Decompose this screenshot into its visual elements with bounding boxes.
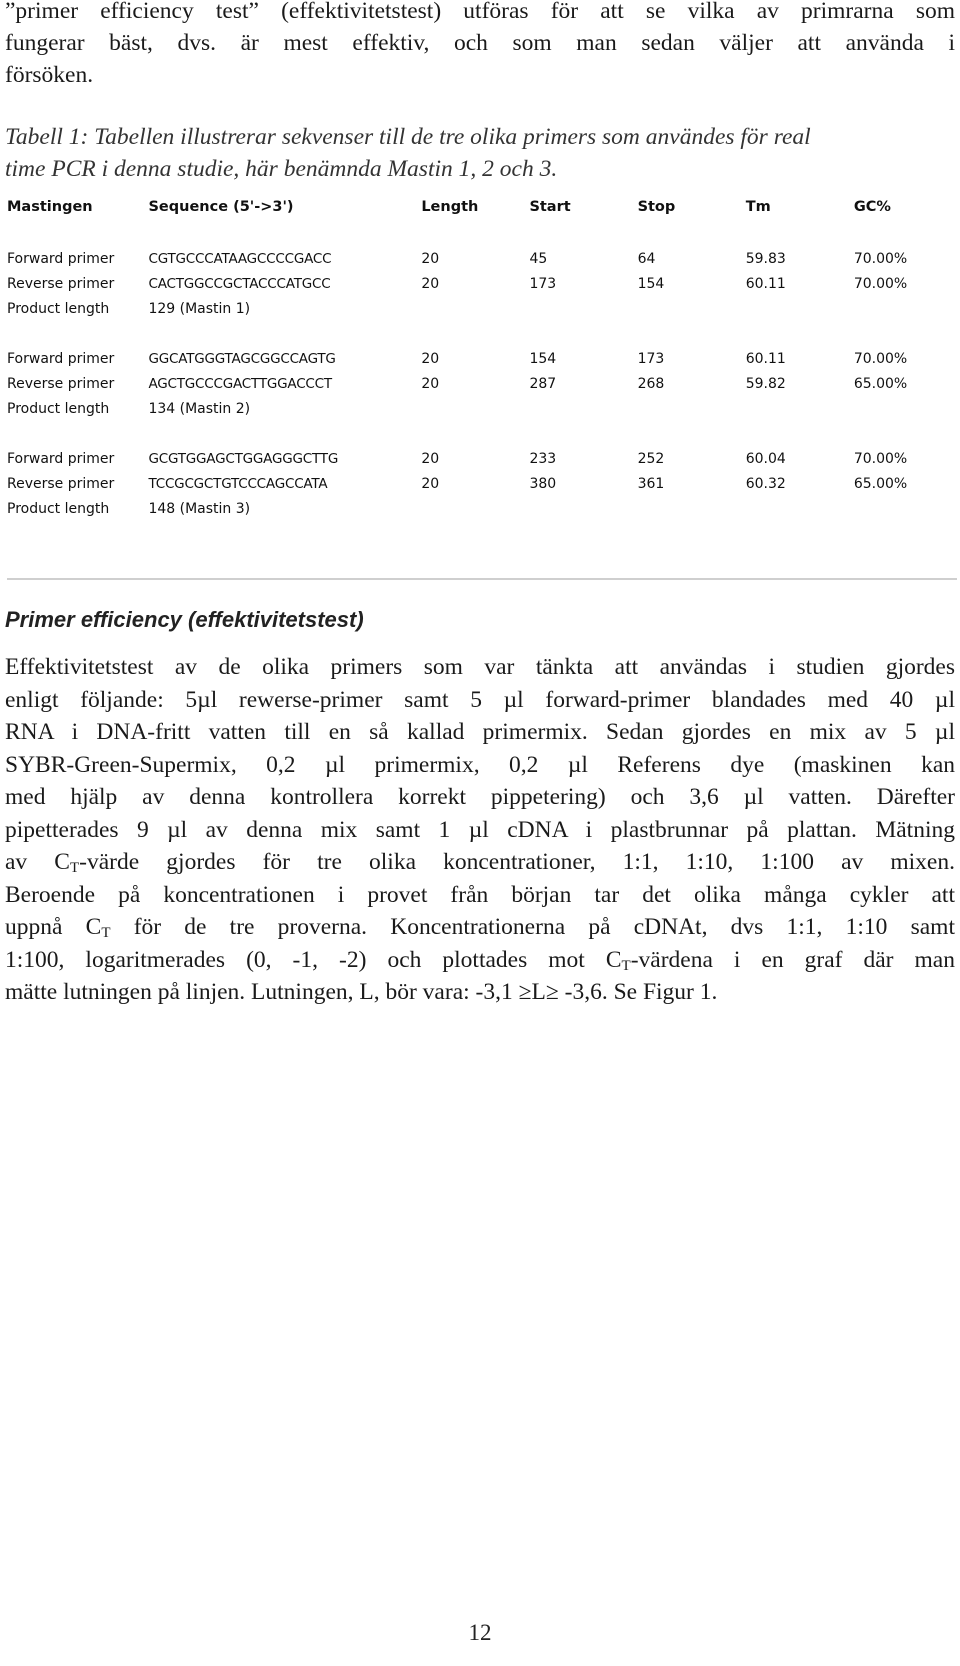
tm-cell: 60.32 [745,475,786,492]
body-text-segment: av C [5,849,70,875]
body-text-segment: uppnå C [5,914,102,940]
body-line [5,846,955,879]
tm-cell: 60.11 [745,275,786,292]
length-cell: 20 [421,350,440,367]
subscript-t: T [69,860,80,876]
body-text-segment: för de tre proverna. Koncentrationerna på cDNAt, dvs 1:1, 1:10 samt [110,914,955,940]
header-length: Length [421,199,479,215]
header-sequence: Sequence (5'->3') [148,199,294,215]
header-gc: GC% [853,199,891,215]
table-header-row [7,193,960,221]
product-length-cell: 148 (Mastin 3) [148,500,251,517]
gc-cell: 65.00% [853,475,908,492]
body-text-segment: -värde gjordes för tre olika koncentrationer, 1:1, 1:10, 1:100 av mixen. [79,849,955,875]
table-spacer [7,421,960,446]
sequence-cell: TCCGCGCTGTCCCAGCCATA [148,475,328,492]
table-spacer [7,321,960,346]
table-row [7,246,960,271]
intro-paragraph [5,0,955,91]
table-bottom-divider [7,578,957,580]
body-text-segment: -värdena i en graf där man [630,946,955,973]
tm-cell: 59.83 [745,250,786,267]
row-label: Product length [7,500,110,517]
table-row [7,296,960,321]
row-label: Product length [7,300,110,317]
length-cell: 20 [421,250,440,267]
row-label: Forward primer [7,350,115,367]
tm-cell: 59.82 [745,375,786,392]
body-line: Effektivitetstest av de olika primers som var tänkta att användas i studien gjordes [5,654,955,680]
start-cell: 173 [529,275,557,292]
subscript-t: T [621,957,631,974]
gc-cell: 70.00% [853,250,908,267]
primer-table [7,193,960,521]
start-cell: 380 [529,475,557,492]
intro-line: fungerar bäst, dvs. är mest effektiv, och som man sedan väljer att använda i [5,30,955,56]
product-length-cell: 134 (Mastin 2) [148,400,251,417]
row-label: Reverse primer [7,375,115,392]
header-start: Start [529,199,571,215]
stop-cell: 268 [637,375,665,392]
row-label: Forward primer [7,450,115,467]
body-line: med hjälp av denna kontrollera korrekt pippetering) och 3,6 µl vatten. Därefter [5,784,955,810]
stop-cell: 64 [637,250,656,267]
body-line: Beroende på koncentrationen i provet från början tar det olika många cykler att [5,881,955,908]
body-line [5,911,955,944]
body-line: mätte lutningen på linjen. Lutningen, L, bör vara: -3,1 ≥L≥ -3,6. Se Figur 1. [5,979,718,1005]
caption-line: Tabell 1: Tabellen illustrerar sekvenser till de tre olika primers som användes för real [5,124,811,150]
body-line: SYBR-Green-Supermix, 0,2 µl primermix, 0,2 µl Referens dye (maskinen kan [5,751,955,778]
body-paragraph [5,651,955,1009]
length-cell: 20 [421,450,440,467]
gc-cell: 70.00% [853,350,908,367]
body-line: RNA i DNA-fritt vatten till en så kallad primermix. Sedan gjordes en mix av 5 µl [5,719,955,745]
row-label: Reverse primer [7,475,115,492]
tm-cell: 60.11 [745,350,786,367]
table-row [7,346,960,371]
page-number: 12 [468,1620,492,1645]
table-row [7,271,960,296]
header-stop: Stop [637,199,676,215]
body-text-segment: 1:100, logaritmerades (0, -1, -2) och plottades mot C [5,946,622,973]
start-cell: 287 [529,375,557,392]
gc-cell: 70.00% [853,450,908,467]
sequence-cell: GGCATGGGTAGCGGCCAGTG [148,350,336,367]
gc-cell: 70.00% [853,275,908,292]
row-label: Forward primer [7,250,115,267]
sequence-cell: CACTGGCCGCTACCCATGCC [148,275,331,292]
section-heading: Primer efficiency (effektivitetstest) [5,607,364,632]
subscript-t: T [101,925,111,941]
stop-cell: 173 [637,350,665,367]
stop-cell: 154 [637,275,665,292]
product-length-cell: 129 (Mastin 1) [148,300,251,317]
body-line [5,944,955,977]
length-cell: 20 [421,375,440,392]
header-mastingen: Mastingen [7,199,93,215]
intro-line: försöken. [5,62,94,88]
table-caption [5,121,955,185]
sequence-cell: CGTGCCCATAAGCCCCGACC [148,250,332,267]
tm-cell: 60.04 [745,450,786,467]
primer-table-image [7,193,960,585]
length-cell: 20 [421,475,440,492]
stop-cell: 252 [637,450,665,467]
table-row [7,446,960,471]
body-line: pipetterades 9 µl av denna mix samt 1 µl cDNA i plastbrunnar på plattan. Mätning [5,816,955,843]
body-line: enligt följande: 5µl rewerse-primer samt 5 µl forward-primer blandades med 40 µl [5,686,955,713]
length-cell: 20 [421,275,440,292]
stop-cell: 361 [637,475,665,492]
row-label: Reverse primer [7,275,115,292]
header-tm: Tm [745,199,771,215]
gc-cell: 65.00% [853,375,908,392]
caption-line: time PCR i denna studie, här benämnda Mastin 1, 2 och 3. [5,156,558,182]
start-cell: 154 [529,350,557,367]
table-spacer [7,221,960,246]
sequence-cell: AGCTGCCCGACTTGGACCCT [148,375,332,392]
start-cell: 233 [529,450,557,467]
table-row [7,471,960,496]
table-row [7,371,960,396]
row-label: Product length [7,400,110,417]
sequence-cell: GCGTGGAGCTGGAGGGCTTG [148,450,339,467]
table-row [7,396,960,421]
table-row [7,496,960,521]
intro-line: ”primer efficiency test” (effektivitetstest) utföras för att se vilka av primrarna som [5,0,955,24]
start-cell: 45 [529,250,548,267]
